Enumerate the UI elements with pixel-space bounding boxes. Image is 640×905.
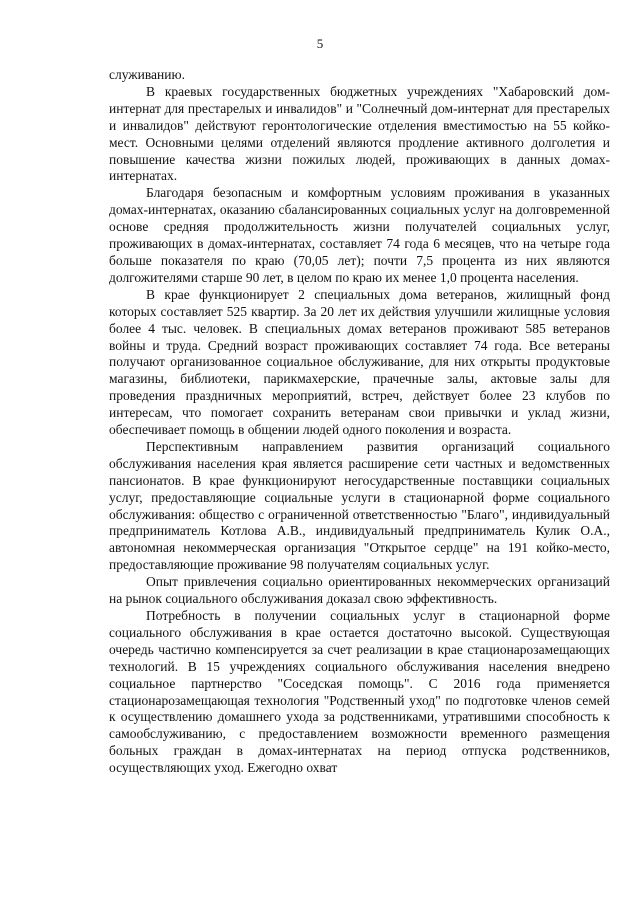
paragraph: Перспективным направлением развития организаций социального обслуживания населения края является расширение сети частных и ведомственных пансионатов. В крае функционируют негосударственные поставщики социальных услуг, предоставляющие социальные услуги в стационарной форме социального обслуживания: общество с ограниченной ответственностью "Благо", индивидуальный предприниматель Котлова А.В., индивидуальный предприниматель Кулик О.А., автономная некоммерческая организация "Открытое сердце" на 191 койко-место, предоставляющие проживание 98 получателям социальных услуг. bbox=[109, 438, 610, 573]
page-number: 5 bbox=[316, 36, 324, 51]
paragraph: В крае функционирует 2 специальных дома ветеранов, жилищный фонд которых составляет 525 квартир. За 20 лет их действия улучшили жилищные условия более 4 тыс. человек. В специальных домах ветеранов проживают 585 ветеранов войны и труда. Средний возраст проживающих составляет 74 года. Все ветераны получают организованное социальное обслуживание, для них открыты продуктовые магазины, библиотеки, парикмахерские, прачечные залы, актовые залы для проведения праздничных мероприятий, встреч, действует более 23 клубов по интересам, что помогает сохранить ветеранам свои привычки и уклад жизни, обеспечивает помощь в общении людей одного поколения и возраста. bbox=[109, 286, 610, 438]
paragraph: Благодаря безопасным и комфортным условиям проживания в указанных домах-интернатах, оказанию сбалансированных социальных услуг на долговременной основе средняя продолжительность жизни получателей социальных услуг, проживающих в домах-интернатах, составляет 74 года 6 месяцев, что на четыре года больше показателя по краю (70,05 лет); почти 7,5 процента из них являются долгожителями старше 90 лет, в целом по краю их менее 1,0 процента населения. bbox=[109, 185, 610, 285]
body-text bbox=[109, 67, 610, 777]
paragraph: В краевых государственных бюджетных учреждениях "Хабаровский дом-интернат для престарелых и инвалидов" и "Солнечный дом-интернат для престарелых и инвалидов" действуют геронтологические отделения вместимостью на 55 койко-мест. Основными целями отделений являются продление активного долголетия и повышение качества жизни пожилых людей, проживающих в данных домах-интернатах. bbox=[109, 83, 610, 184]
paragraph: служиванию. bbox=[109, 67, 185, 82]
paragraph: Потребность в получении социальных услуг в стационарной форме социального обслуживания в крае остается достаточно высокой. Существующая очередь частично компенсируется за счет реализации в крае стационарозамещающих технологий. В 15 учреждениях социального обслуживания населения внедрено социальное партнерство "Соседская помощь". С 2016 года применяется стационарозамещающая технология "Родственный уход" по подготовке членов семей к осуществлению домашнего ухода за родственниками, утратившими способность к самообслуживанию, с предоставлением возможности временного размещения больных граждан в домах-интернатах на период отпуска родственников, осуществляющих уход. Ежегодно охват bbox=[109, 608, 610, 776]
paragraph: Опыт привлечения социально ориентированных некоммерческих организаций на рынок социального обслуживания доказал свою эффективность. bbox=[109, 574, 610, 607]
